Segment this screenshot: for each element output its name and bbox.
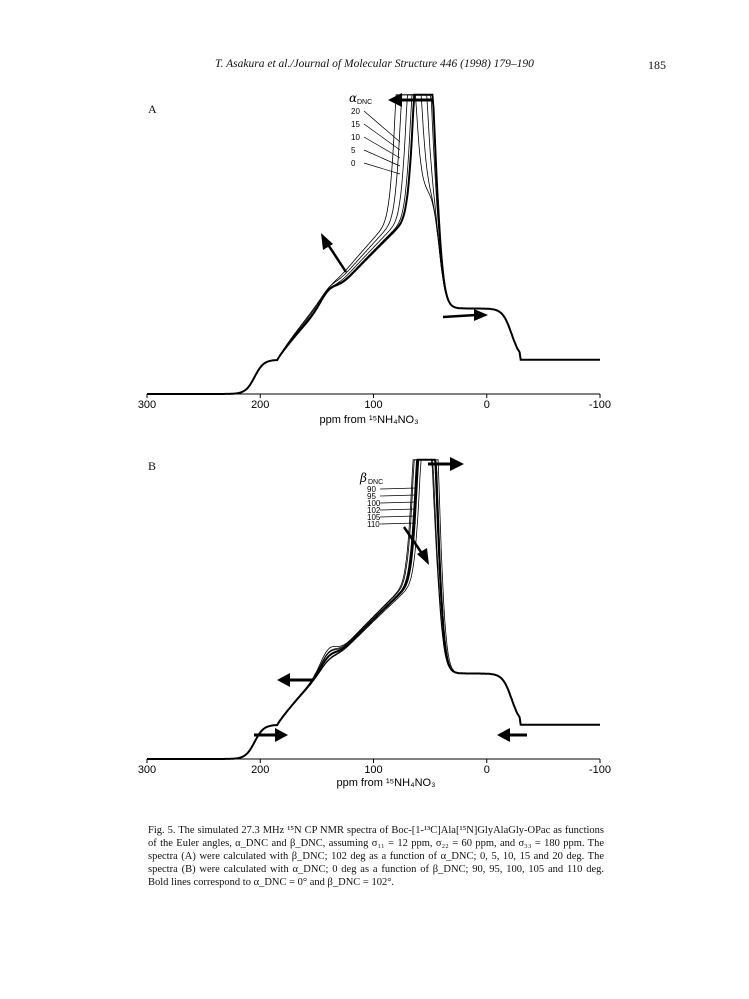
level-labels-b — [367, 485, 416, 529]
running-title: T. Asakura et al./Journal of Molecular Structure 446 (1998) 179–190 — [215, 58, 534, 70]
x-tick-label: 100 — [364, 764, 383, 776]
x-axis-label-b: ppm from ¹⁵NH₄NO₃ — [336, 777, 436, 789]
x-tick-label: 100 — [364, 399, 383, 411]
param-symbol-b: β — [360, 471, 367, 485]
panel-label-a: A — [148, 102, 157, 116]
level-label: 90 — [367, 485, 376, 494]
arrow-left-bottom-b — [497, 728, 527, 742]
level-label: 105 — [367, 513, 381, 522]
x-tick-label: 300 — [137, 399, 157, 411]
level-label: 100 — [367, 499, 381, 508]
param-subscript-b: DNC — [368, 479, 384, 486]
x-tick-label: 300 — [137, 764, 157, 776]
x-tick-label: 0 — [483, 764, 490, 776]
level-label: 10 — [351, 133, 360, 142]
level-label: 5 — [351, 146, 356, 155]
level-leader — [380, 495, 416, 496]
level-label: 0 — [351, 159, 356, 168]
arrow-left-b — [277, 673, 313, 687]
level-label: 110 — [367, 520, 380, 529]
x-tick-label: 200 — [251, 764, 270, 776]
level-label: 15 — [351, 120, 360, 129]
param-subscript-a: DNC — [357, 99, 373, 106]
level-label: 95 — [367, 492, 376, 501]
level-leader — [380, 516, 416, 517]
x-tick-label: 200 — [251, 399, 270, 411]
x-tick-label: 0 — [483, 399, 490, 411]
level-leader — [380, 488, 416, 489]
panel-label-b: B — [148, 459, 157, 473]
x-axis-label-a: ppm from ¹⁵NH₄NO₃ — [319, 414, 419, 426]
level-label: 20 — [351, 107, 360, 116]
page-number: 185 — [648, 58, 666, 72]
param-symbol-a: α — [349, 91, 358, 105]
arrow-right-bottom-b — [254, 728, 288, 742]
level-label: 102 — [367, 506, 381, 515]
x-tick-label: -100 — [588, 764, 612, 776]
x-tick-label: -100 — [588, 399, 612, 411]
figure-caption: Fig. 5. The simulated 27.3 MHz ¹⁵N CP NMR spectra of Boc-[1-¹³C]Ala[¹⁵N]GlyAlaGly-OPac as functions of the Euler angles, α_DNC and β_DNC, assuming σ₁₁ = 12 ppm, σ₂₂ = 60 ppm, and σ₃₃ = 180 ppm. The spectra (A) were calculated with β_DNC; 102 deg as a function of α_DNC; 0, 5, 10, 15 and 20 deg. The spectra (B) were calculated with α_DNC; 0 deg as a function of β_DNC; 90, 95, 100, 105 and 110 deg. Bold lines correspond to α_DNC = 0° and β_DNC = 102°. — [148, 825, 604, 888]
x-ticks-b — [138, 759, 611, 776]
